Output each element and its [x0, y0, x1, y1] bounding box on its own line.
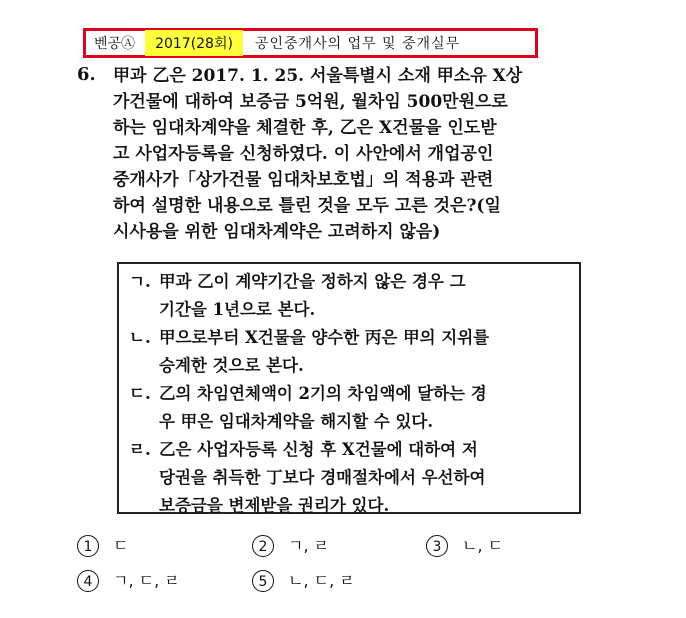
question-line: 중개사가「상가건물 임대차보호법」의 적용과 관련 — [113, 170, 494, 190]
choice-number: 3 — [426, 535, 448, 557]
question-line: 고 사업자등록을 신청하였다. 이 사안에서 개업공인 — [113, 144, 494, 164]
statements-box — [117, 262, 581, 514]
choice-number: 1 — [77, 535, 99, 557]
question-line: 가건물에 대하여 보증금 5억원, 월차임 500만원으로 — [113, 92, 508, 112]
statement-mark: ㄴ. — [129, 328, 151, 347]
question-line: 하는 임대차계약을 체결한 후, 乙은 X건물을 인도받 — [113, 118, 497, 138]
statement-line: 승계한 것으로 본다. — [159, 356, 304, 375]
question-number: 6. — [77, 64, 96, 85]
question-line: 시사용을 위한 임대차계약은 고려하지 않음) — [113, 222, 441, 242]
choice-5[interactable] — [252, 568, 355, 592]
statement-line: 기간을 1년으로 본다. — [159, 300, 316, 319]
choice-text: ㄱ, ㄷ, ㄹ — [113, 571, 180, 590]
question-line: 甲과 乙은 2017. 1. 25. 서울특별시 소재 甲소유 X상 — [113, 66, 523, 86]
choice-number: 5 — [252, 570, 274, 592]
choice-text: ㄴ, ㄷ — [462, 536, 504, 555]
choice-text: ㄷ — [113, 536, 129, 555]
exam-year-badge: 2017(28회) — [145, 30, 243, 56]
statement-d — [129, 436, 573, 520]
statement-mark: ㄷ. — [129, 384, 151, 403]
statement-mark: ㄱ. — [129, 272, 151, 291]
question-text — [113, 63, 598, 245]
statement-line: 당권을 취득한 丁보다 경매절차에서 우선하여 — [159, 468, 486, 487]
statement-line: 乙은 사업자등록 신청 후 X건물에 대하여 저 — [159, 440, 478, 459]
statement-line: 보증금을 변제받을 권리가 있다. — [159, 496, 390, 515]
statement-b — [129, 324, 573, 380]
choice-2[interactable] — [252, 533, 329, 557]
choice-1[interactable] — [77, 533, 128, 557]
question-line: 하여 설명한 내용으로 틀린 것을 모두 고른 것은?(일 — [113, 196, 501, 216]
statement-a — [129, 268, 573, 324]
statement-mark: ㄹ. — [129, 440, 151, 459]
choice-number: 2 — [252, 535, 274, 557]
choice-4[interactable] — [77, 568, 180, 592]
statement-line: 우 甲은 임대차계약을 해지할 수 있다. — [159, 412, 434, 431]
choice-3[interactable] — [426, 533, 503, 557]
exam-header — [83, 28, 538, 58]
statement-line: 甲과 乙이 계약기간을 정하지 않은 경우 그 — [159, 272, 466, 291]
source-label: 벤공Ⓐ — [94, 36, 136, 52]
subject-title: 공인중개사의 업무 및 중개실무 — [254, 36, 461, 52]
statement-line: 乙의 차임연체액이 2기의 차임액에 달하는 경 — [159, 384, 487, 403]
statement-line: 甲으로부터 X건물을 양수한 丙은 甲의 지위를 — [159, 328, 490, 347]
choice-text: ㄱ, ㄹ — [288, 536, 330, 555]
statement-c — [129, 380, 573, 436]
choice-number: 4 — [77, 570, 99, 592]
choice-text: ㄴ, ㄷ, ㄹ — [288, 571, 355, 590]
